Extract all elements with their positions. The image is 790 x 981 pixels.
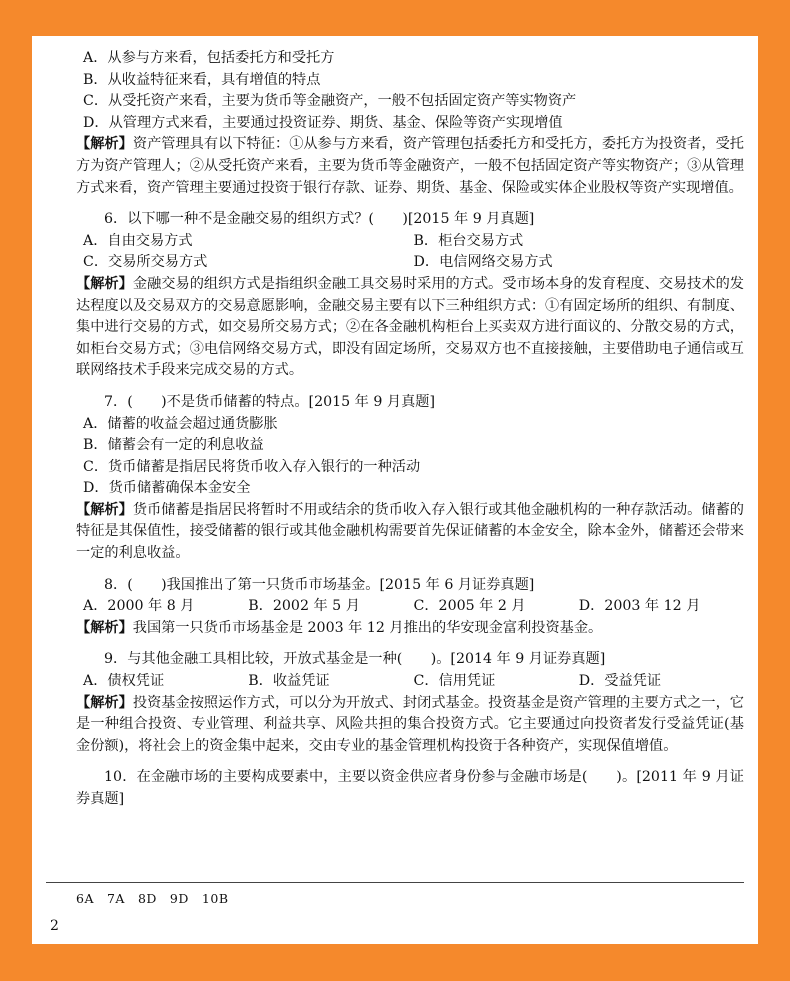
footer-divider xyxy=(46,882,744,883)
question-10: 10．在金融市场的主要构成要素中，主要以资金供应者身份参与金融市场是( )。[2011 年 9 月证券真题] xyxy=(76,769,744,807)
explanation-tag: 【解析】 xyxy=(76,136,133,153)
q9-option-c: C．信用凭证 xyxy=(413,673,496,690)
q6-option-c: C．交易所交易方式 xyxy=(83,254,208,271)
option-c: C．从受托资产来看，主要为货币等金融资产，一般不包括固定资产等实物资产 xyxy=(83,93,577,110)
block5-explanation xyxy=(76,134,744,199)
q9-explanation xyxy=(76,693,744,758)
question-9: 9．与其他金融工具相比较，开放式基金是一种( )。[2014 年 9 月证券真题] xyxy=(104,651,606,668)
q9-options xyxy=(76,671,744,693)
block5-options xyxy=(76,48,744,134)
q9-option-a: A．债权凭证 xyxy=(83,673,165,690)
explanation-tag: 【解析】 xyxy=(76,501,133,518)
q6-option-d: D．电信网络交易方式 xyxy=(413,254,553,271)
explanation-tag: 【解析】 xyxy=(76,694,133,711)
q8-options xyxy=(76,596,744,618)
q8-option-b: B．2002 年 5 月 xyxy=(248,598,360,615)
explanation-text: 货币储蓄是指居民将暂时不用或结余的货币收入存入银行或其他金融机构的一种存款活动。储蓄的特征是其保值性，接受储蓄的银行或其他金融机构需要首先保证储蓄的本金安全，除本金外，储蓄还会带来一定的利息收益。 xyxy=(76,501,744,562)
q6-option-b: B．柜台交易方式 xyxy=(413,232,524,249)
q7-option-c: C．货币储蓄是指居民将货币收入存入银行的一种活动 xyxy=(83,458,421,475)
option-a: A．从参与方来看，包括委托方和受托方 xyxy=(83,50,335,66)
explanation-text: 金融交易的组织方式是指组织金融工具交易时采用的方式。受市场本身的发育程度、交易技术的发达程度以及交易双方的交易意愿影响，金融交易主要有以下三种组织方式：①有固定场所的组织、有制度、集中进行交易的方式，如交易所交易方式；②在各金融机构柜台上买卖双方进行面议的、分散交易的方式，如柜台交易方式；③电信网络交易方式，即没有固定场所，交易双方也不直接接触，主要借助电子通信或互联网络技术手段来完成交易的方式。 xyxy=(76,275,744,379)
q9-option-d: D．受益凭证 xyxy=(578,673,662,690)
explanation-text: 投资基金按照运作方式，可以分为开放式、封闭式基金。投资基金是资产管理的主要方式之一，它是一种组合投资、专业管理、利益共享、风险共担的集合投资方式。它主要通过向投资者发行受益凭证(基金份额)，将社会上的资金集中起来，交由专业的基金管理机构投资于各种资产，实现保值增值。 xyxy=(76,694,744,754)
q7-option-b: B．储蓄会有一定的利息收益 xyxy=(83,437,264,454)
q8-option-c: C．2005 年 2 月 xyxy=(413,598,526,615)
explanation-tag: 【解析】 xyxy=(76,275,133,292)
explanation-text: 资产管理具有以下特征：①从参与方来看，资产管理包括委托方和受托方，委托方为投资者，受托方为资产管理人；②从受托资产来看，主要为货币等金融资产，一般不包括固定资产等实物资产；③从管理方式来看，资产管理主要通过投资于银行存款、证券、期货、基金、保险或实体企业股权等资产实现增值。 xyxy=(76,136,744,196)
q7-option-a: A．储蓄的收益会超过通货膨胀 xyxy=(83,415,278,432)
q9-option-b: B．收益凭证 xyxy=(248,673,330,690)
option-b: B．从收益特征来看，具有增值的特点 xyxy=(83,71,321,88)
page-number: 2 xyxy=(50,918,59,934)
q8-explanation xyxy=(76,618,744,640)
q6-options-row-1 xyxy=(76,231,744,253)
option-d: D．从管理方式来看，主要通过投资证券、期货、基金、保险等资产实现增值 xyxy=(83,114,563,131)
answer-key: 6A 7A 8D 9D 10B xyxy=(76,891,229,906)
q6-options-row-2 xyxy=(76,252,744,274)
question-6: 6．以下哪一种不是金融交易的组织方式？( )[2015 年 9 月真题] xyxy=(104,211,535,228)
q6-explanation xyxy=(76,274,744,382)
question-7: 7．( )不是货币储蓄的特点。[2015 年 9 月真题] xyxy=(104,393,436,410)
q7-option-d: D．货币储蓄确保本金安全 xyxy=(83,480,251,497)
explanation-text: 我国第一只货币市场基金是 2003 年 12 月推出的华安现金富利投资基金。 xyxy=(132,619,603,636)
question-8: 8．( )我国推出了第一只货币市场基金。[2015 年 6 月证券真题] xyxy=(104,576,535,593)
explanation-tag: 【解析】 xyxy=(76,619,133,636)
q7-explanation xyxy=(76,500,744,565)
q8-option-d: D．2003 年 12 月 xyxy=(578,598,701,615)
q8-option-a: A．2000 年 8 月 xyxy=(83,598,195,615)
q6-option-a: A．自由交易方式 xyxy=(83,232,193,249)
page xyxy=(32,36,758,944)
